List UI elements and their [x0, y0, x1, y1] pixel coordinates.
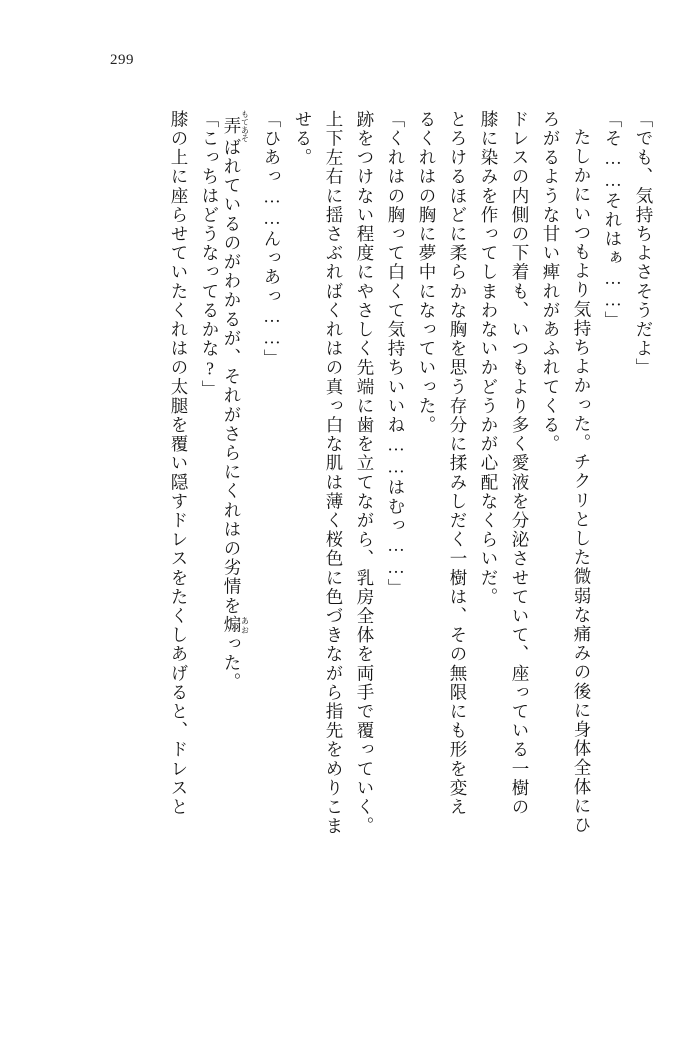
text-line: 上下左右に揺さぶればくれはの真っ白な肌は薄く桜色に色づきながら指先をめりこま [324, 110, 344, 836]
text-line: 「そ……それはぁ……」 [603, 110, 623, 331]
text-line: とろけるほどに柔らかな胸を思う存分に揉みしだく一樹は、その無限にも形を変え [448, 110, 468, 817]
text-line: ドレスの内側の下着も、いつもより多く愛液を分泌させていて、座っている一樹の [510, 110, 530, 817]
vertical-text-body [52, 110, 652, 990]
text-line: 弄もてあそばれているのがわかるが、それがさらにくれはの劣情を煽あおった。 [222, 110, 250, 692]
text-line: 膝の上に座らせていたくれはの太腿を覆い隠すドレスをたくしあげると、ドレスと [169, 110, 189, 817]
text-line: 「こっちはどうなってるかな?」 [200, 110, 220, 399]
page-number: 299 [110, 52, 134, 68]
text-line: るくれはの胸に夢中になっていった。 [417, 110, 437, 435]
text-line: 「ひあっ……んっあっ……」 [262, 110, 282, 369]
text-line: たしかにいつもより気持ちよかった。チクリとした微弱な痛みの後に身体全体にひ [572, 128, 592, 835]
text-line: 膝に染みを作ってしまわないかどうかが心配なくらいだ。 [479, 110, 499, 607]
text-line: ろがるような甘い痺れがあふれてくる。 [541, 110, 561, 454]
text-line: 「くれはの胸って白くて気持ちいいね……はむっ……」 [386, 110, 406, 598]
text-line: 跡をつけない程度にやさしく先端に歯を立てながら、乳房全体を両手で覆っていく。 [355, 110, 375, 836]
text-line: せる。 [293, 110, 313, 168]
text-line: 「でも、気持ちよさそうだよ」 [634, 110, 654, 378]
